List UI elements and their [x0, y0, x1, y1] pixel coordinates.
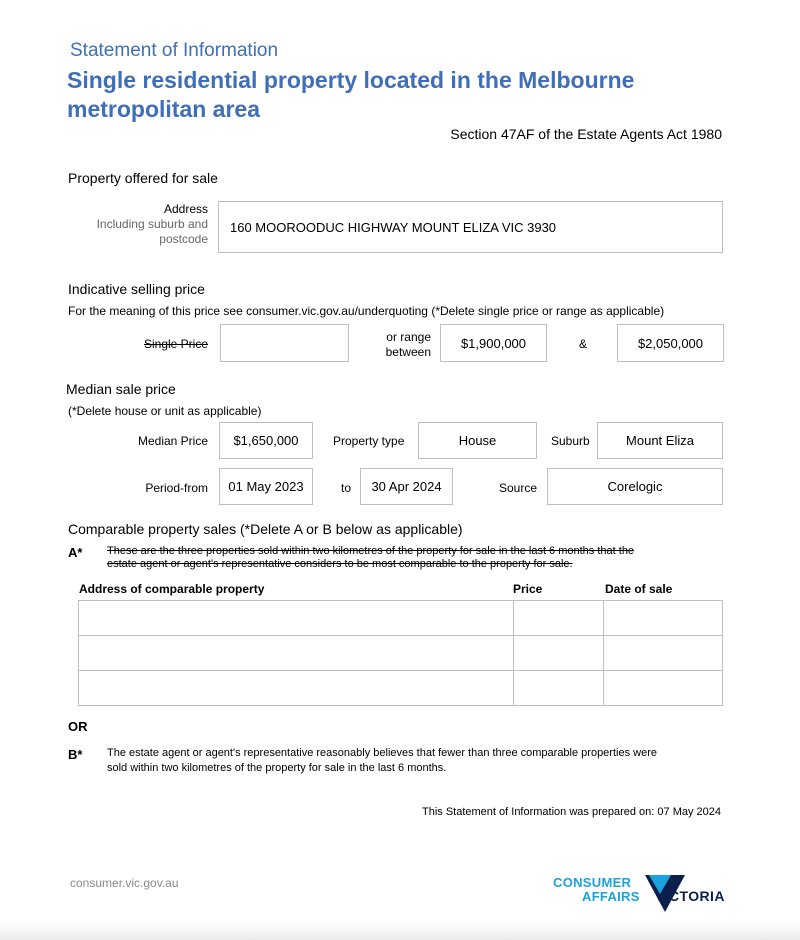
logo-word: VICTORIA [655, 888, 725, 904]
consumer-affairs-victoria-logo [553, 872, 728, 914]
comparable-date-cell[interactable] [604, 636, 723, 671]
comparable-address-cell[interactable] [79, 601, 514, 636]
prepared-date: This Statement of Information was prepared on: 07 May 2024 [422, 806, 721, 818]
indicative-section-title: Indicative selling price [68, 281, 205, 297]
or-separator: OR [68, 719, 88, 734]
option-a-marker: A* [68, 545, 83, 560]
col-header-date: Date of sale [605, 582, 673, 596]
range-label-1: or range [386, 330, 431, 344]
document-kicker: Statement of Information [70, 40, 279, 61]
range-and: & [579, 337, 588, 351]
logo-line2: AFFAIRS [582, 889, 640, 904]
document-title-line1: Single residential property located in the Melbourne [67, 67, 635, 93]
comparable-price-cell[interactable] [514, 671, 604, 706]
median-note: (*Delete house or unit as applicable) [68, 404, 262, 418]
range-high-value: $2,050,000 [637, 335, 704, 351]
property-type-value: House [458, 433, 497, 448]
act-reference: Section 47AF of the Estate Agents Act 1980 [450, 126, 722, 142]
comparable-price-cell[interactable] [514, 601, 604, 636]
range-low-field[interactable] [440, 324, 547, 362]
comparable-date-cell[interactable] [604, 601, 723, 636]
option-a-text-line1: These are the three properties sold within two kilometres of the property for sale in the last 6 months that the [107, 545, 635, 557]
source-label: Source [499, 481, 538, 495]
single-price-label: Single Price [143, 337, 208, 351]
period-to-field[interactable] [360, 468, 453, 505]
page-bottom-shade [0, 922, 800, 940]
document-title-line2: metropolitan area [67, 96, 260, 122]
median-price-value: $1,650,000 [233, 433, 299, 448]
comparable-section-title: Comparable property sales (*Delete A or B below as applicable) [68, 521, 463, 537]
comparable-address-cell[interactable] [79, 671, 514, 706]
median-price-label: Median Price [137, 434, 208, 448]
indicative-note: For the meaning of this price see consumer.vic.gov.au/underquoting (*Delete single price or range as applicable) [68, 304, 665, 318]
suburb-value: Mount Eliza [626, 433, 694, 448]
single-price-field[interactable] [220, 324, 349, 362]
property-type-field[interactable] [418, 422, 537, 459]
option-a-text-line2: estate agent or agent's representative considers to be most comparable to the property for sale. [107, 558, 573, 570]
property-section-title: Property offered for sale [68, 170, 218, 186]
median-price-field[interactable] [219, 422, 313, 459]
col-header-address: Address of comparable property [79, 582, 265, 596]
table-row [79, 671, 723, 706]
option-b-text-line1: The estate agent or agent's representative reasonably believes that fewer than three comparable properties were [107, 747, 657, 759]
suburb-label: Suburb [551, 434, 590, 448]
comparable-sales-table [78, 600, 723, 706]
range-label-2: between [385, 345, 431, 359]
source-field[interactable] [547, 468, 723, 505]
range-low-value: $1,900,000 [460, 335, 527, 351]
comparable-price-cell[interactable] [514, 636, 604, 671]
table-row [79, 601, 723, 636]
option-b-marker: B* [68, 747, 83, 762]
footer-url[interactable]: consumer.vic.gov.au [70, 876, 179, 890]
address-sublabel-1: Including suburb and [96, 217, 208, 231]
option-b-text-line2: sold within two kilometres of the property for sale in the last 6 months. [107, 762, 447, 774]
period-to-label: to [341, 481, 352, 495]
comparable-date-cell[interactable] [604, 671, 723, 706]
source-value: Corelogic [607, 479, 663, 494]
period-from-label: Period-from [145, 481, 208, 495]
table-row [79, 636, 723, 671]
period-from-field[interactable] [219, 468, 313, 505]
comparable-address-cell[interactable] [79, 636, 514, 671]
address-label: Address [163, 202, 208, 216]
suburb-field[interactable] [597, 422, 723, 459]
col-header-price: Price [513, 582, 543, 596]
range-high-field[interactable] [617, 324, 724, 362]
period-to-value: 30 Apr 2024 [371, 479, 442, 494]
property-type-label: Property type [333, 434, 405, 448]
address-value: 160 MOOROODUC HIGHWAY MOUNT ELIZA VIC 3930 [230, 219, 557, 235]
logo-line1: CONSUMER [553, 875, 632, 890]
address-sublabel-2: postcode [159, 232, 208, 246]
address-field[interactable] [218, 201, 723, 253]
median-section-title: Median sale price [66, 381, 176, 397]
period-from-value: 01 May 2023 [228, 479, 304, 494]
